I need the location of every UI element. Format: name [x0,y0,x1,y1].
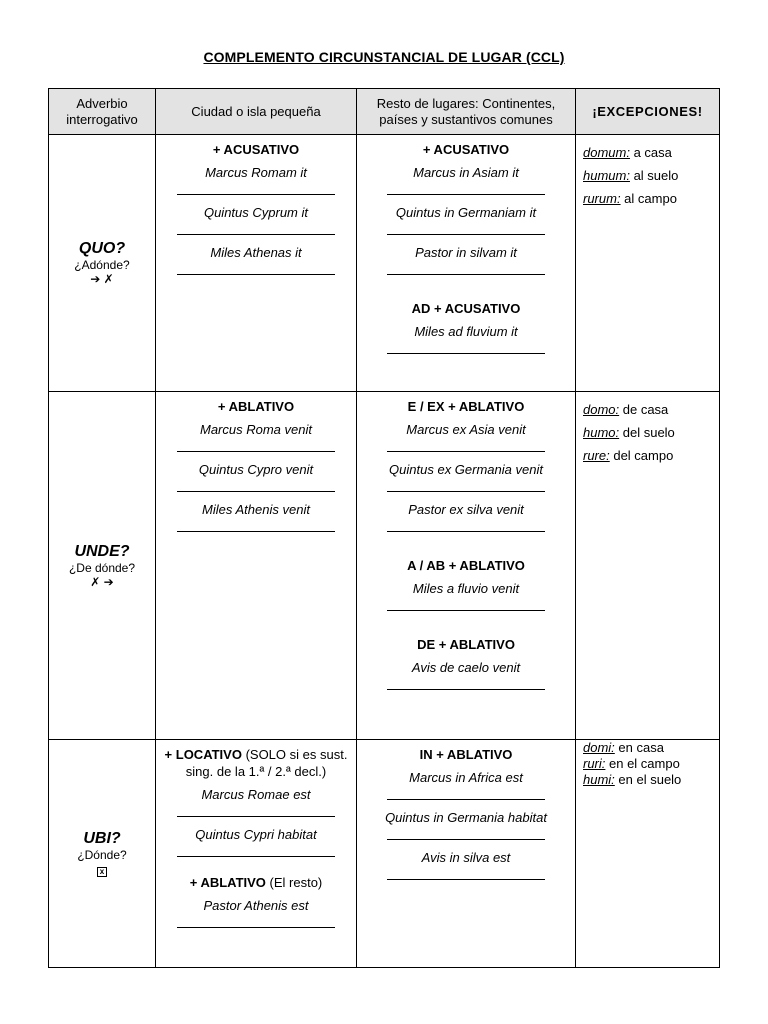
example-sentence: Quintus ex Germania venit [389,462,543,477]
exception-item [583,772,719,788]
example-sentence: Miles Athenas it [210,245,302,260]
rule-label: + ACUSATIVO [212,142,300,157]
rule-label: + ACUSATIVO [422,142,510,157]
question-cell-ubi [49,740,156,968]
answer-blank[interactable] [387,222,545,235]
rule-label: + ABLATIVO [217,399,295,414]
exception-word: domi: [583,740,615,755]
exception-word: humi: [583,772,615,787]
direction-arrows-icon: ➔ ✗ [90,272,114,286]
exception-meaning: a casa [629,145,672,160]
rule-label: DE + ABLATIVO [417,637,515,652]
question-latin: QUO? [78,240,126,257]
rule-note: (SOLO si es sust. sing. de la 1.ª / 2.ª decl.) [185,747,348,779]
example-sentence: Miles ad fluvium it [414,324,518,339]
rule-label: E / EX + ABLATIVO [407,399,525,414]
example-sentence: Marcus Roma venit [200,422,312,437]
answer-blank[interactable] [387,262,545,275]
example-sentence: Miles a fluvio venit [412,581,520,596]
example-sentence: Avis in silva est [421,850,511,865]
rule-label [156,874,356,891]
exceptions-cell-quo [576,135,720,392]
answer-blank[interactable] [177,519,335,532]
exception-meaning: del suelo [619,425,675,440]
example-sentence: Pastor Athenis est [203,898,309,913]
rest-cell-unde [357,392,576,740]
rule-label: AD + ACUSATIVO [411,301,521,316]
row-unde [49,392,720,740]
example-sentence: Marcus ex Asia venit [406,422,526,437]
example-sentence: Marcus Romam it [205,165,307,180]
exception-meaning: en casa [614,740,664,755]
city-cell-quo [156,135,357,392]
example-sentence: Quintus in Germania habitat [385,810,547,825]
example-sentence: Marcus in Africa est [409,770,523,785]
city-cell-ubi [156,740,357,968]
rule-bold: + LOCATIVO [164,747,242,762]
question-spanish: ¿De dónde? [68,560,136,575]
example-sentence: Avis de caelo venit [411,660,521,675]
exception-meaning: en el campo [605,756,680,771]
answer-blank[interactable] [387,439,545,452]
question-latin: UNDE? [74,542,130,560]
exception-word: rurum: [583,191,621,206]
exception-item [583,756,719,772]
rule-label: IN + ABLATIVO [419,747,513,762]
exception-word: rure: [583,448,610,463]
exception-word: domo: [583,402,620,417]
answer-blank[interactable] [387,677,545,690]
example-sentence: Quintus Cyprum it [203,205,309,220]
header-row [49,89,720,135]
rule-note: (El resto) [265,875,323,890]
document-title: COMPLEMENTO CIRCUNSTANCIAL DE LUGAR (CCL) [203,49,565,65]
example-sentence: Quintus in Germaniam it [395,205,537,220]
answer-blank[interactable] [177,182,335,195]
question-latin: UBI? [83,830,121,847]
question-spanish: ¿Adónde? [74,258,130,272]
direction-arrows-icon: ✗ ➔ [90,574,114,589]
answer-blank[interactable] [177,262,335,275]
rest-cell-ubi [357,740,576,968]
exception-item [583,444,719,467]
answer-blank[interactable] [387,827,545,840]
example-sentence: Marcus Romae est [201,787,311,802]
row-quo [49,135,720,392]
example-sentence: Quintus Cypri habitat [195,827,317,842]
exception-item [583,164,719,187]
question-cell-quo [49,135,156,392]
answer-blank[interactable] [387,598,545,611]
answer-blank[interactable] [387,479,545,492]
answer-blank[interactable] [177,804,335,817]
exception-item [583,187,719,210]
question-cell-unde [49,392,156,740]
answer-blank[interactable] [387,519,545,532]
answer-blank[interactable] [177,439,335,452]
example-sentence: Pastor ex silva venit [408,502,524,517]
answer-blank[interactable] [177,844,335,857]
example-sentence: Pastor in silvam it [415,245,517,260]
answer-blank[interactable] [177,479,335,492]
header-excepciones: ¡EXCEPCIONES! [576,89,720,135]
header-ciudad: Ciudad o isla pequeña [156,89,357,135]
exception-word: ruri: [583,756,606,771]
exception-meaning: de casa [619,402,669,417]
exception-meaning: del campo [609,448,674,463]
rest-cell-quo [357,135,576,392]
row-ubi [49,740,720,968]
exception-word: domum: [583,145,630,160]
exceptions-cell-ubi [576,740,720,968]
exception-meaning: al campo [620,191,677,206]
answer-blank[interactable] [387,341,545,354]
rule-label: A / AB + ABLATIVO [407,558,525,573]
exception-meaning: al suelo [629,168,679,183]
header-resto: Resto de lugares: Continentes, países y sustantivos comunes [357,89,576,135]
exception-meaning: en el suelo [614,772,682,787]
example-sentence: Quintus Cypro venit [198,462,314,477]
answer-blank[interactable] [387,867,545,880]
ccl-table [48,88,720,968]
header-adverbio: Adverbio interrogativo [49,89,156,135]
exception-item [583,740,719,756]
answer-blank[interactable] [387,787,545,800]
exception-word: humum: [583,168,630,183]
exception-word: humo: [583,425,620,440]
exception-item [583,421,719,444]
rule-bold: + ABLATIVO [189,875,266,890]
example-sentence: Marcus in Asiam it [413,165,519,180]
answer-blank[interactable] [387,182,545,195]
exception-item [583,398,719,421]
example-sentence: Miles Athenis venit [202,502,310,517]
city-cell-unde [156,392,357,740]
question-spanish: ¿Dónde? [77,848,127,862]
answer-blank[interactable] [177,222,335,235]
boxed-x-icon: x [97,867,107,877]
exceptions-cell-unde [576,392,720,740]
exception-item [583,141,719,164]
answer-blank[interactable] [177,915,335,928]
rule-label [156,746,356,780]
